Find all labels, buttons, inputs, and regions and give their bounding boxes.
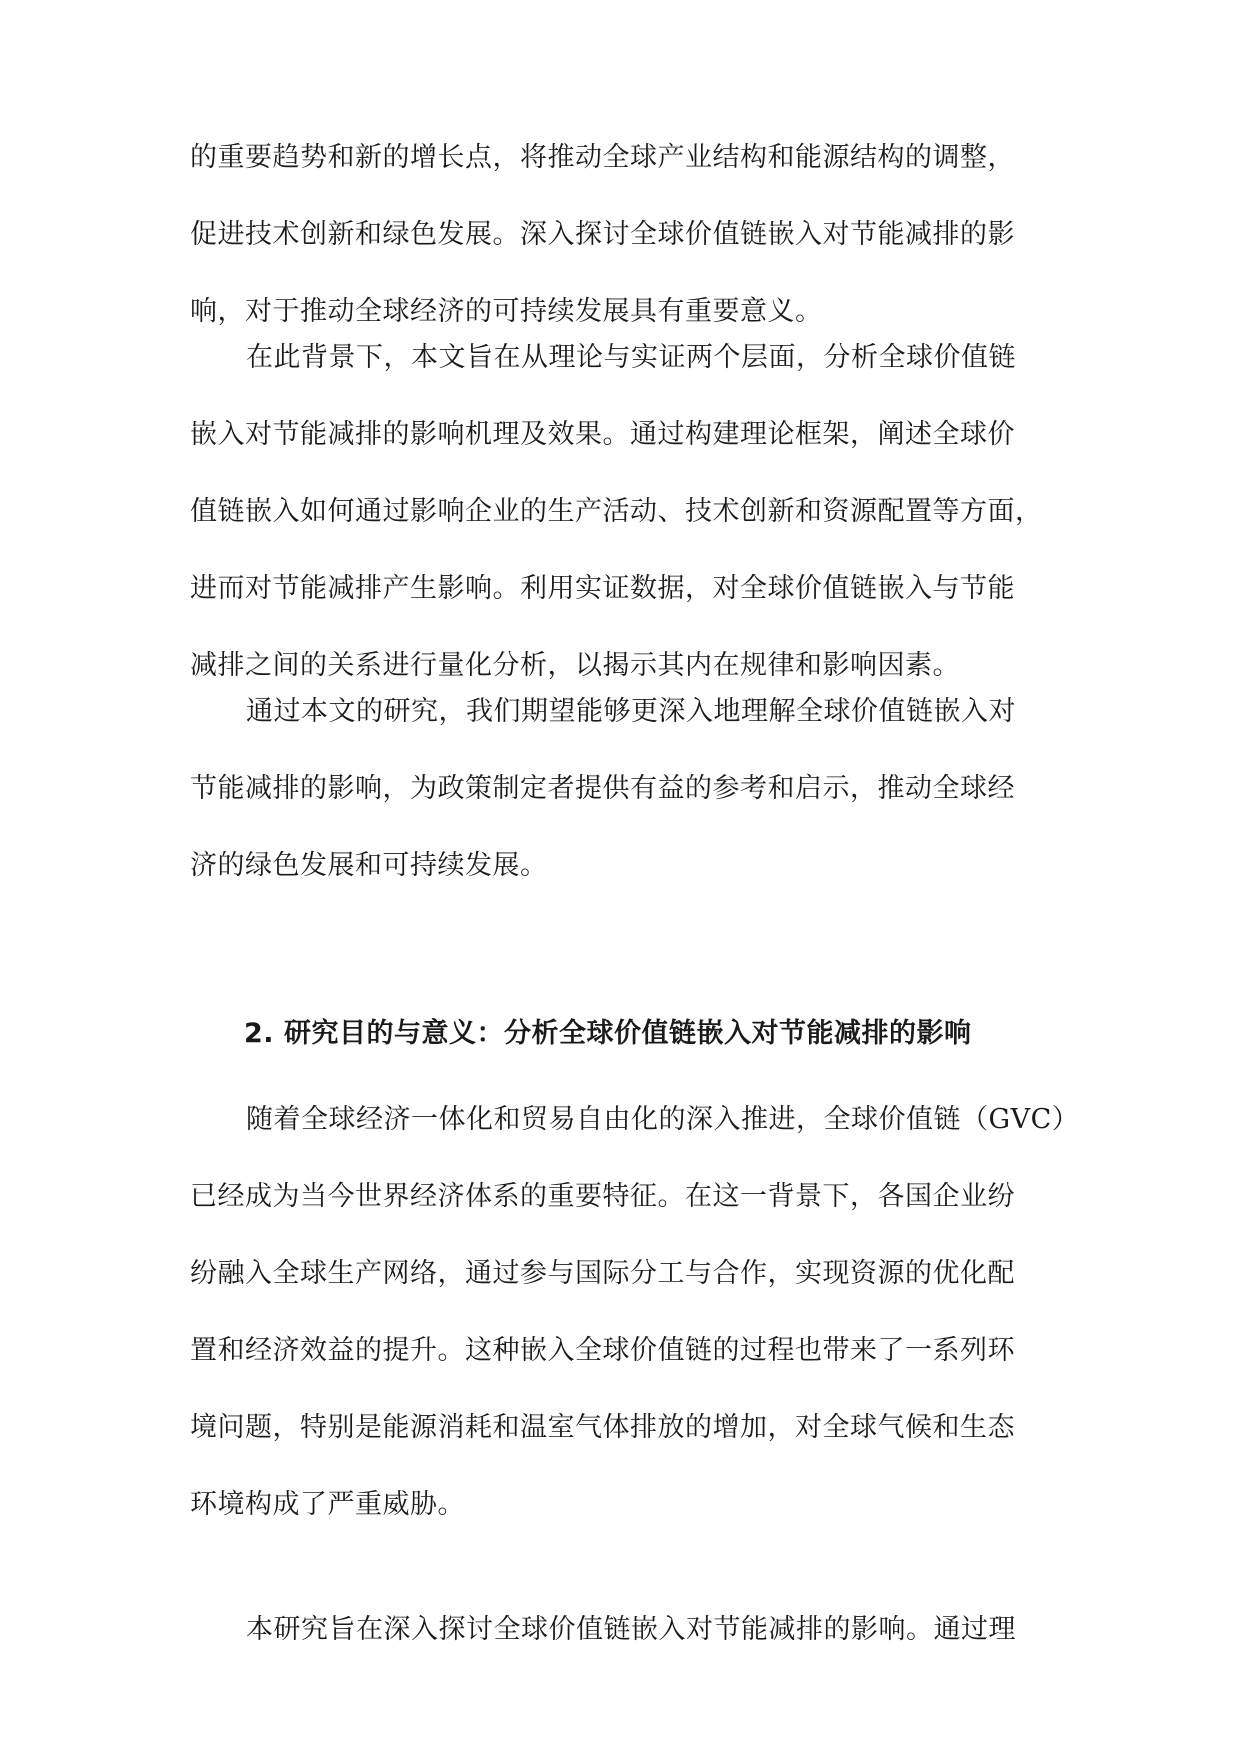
paragraph-expectation <box>190 673 1050 904</box>
text-line: 进而对节能减排产生影响。利用实证数据，对全球价值链嵌入与节能 <box>190 573 1015 604</box>
section-heading: 2. 研究目的与意义：分析全球价值链嵌入对节能减排的影响 <box>244 1018 972 1049</box>
paragraph-gvc-context <box>190 1081 1080 1543</box>
text-line: 纷融入全球生产网络，通过参与国际分工与合作，实现资源的优化配 <box>190 1258 1015 1289</box>
text-line: 节能减排的影响，为政策制定者提供有益的参考和启示，推动全球经 <box>190 773 1015 804</box>
paragraph-continuation <box>190 119 1050 350</box>
text-line: 值链嵌入如何通过影响企业的生产活动、技术创新和资源配置等方面， <box>190 496 1043 527</box>
text-line: 的重要趋势和新的增长点，将推动全球产业结构和能源结构的调整， <box>190 142 1015 173</box>
text-line: 已经成为当今世界经济体系的重要特征。在这一背景下，各国企业纷 <box>190 1181 1015 1212</box>
paragraph-study-aim <box>190 1591 1050 1668</box>
text-line: 嵌入对节能减排的影响机理及效果。通过构建理论框架，阐述全球价 <box>190 419 1015 450</box>
text-line: 环境构成了严重威胁。 <box>190 1489 465 1520</box>
text-line: 随着全球经济一体化和贸易自由化的深入推进，全球价值链（GVC） <box>246 1104 1080 1135</box>
paragraph-background <box>190 319 1050 704</box>
text-line: 本研究旨在深入探讨全球价值链嵌入对节能减排的影响。通过理 <box>246 1614 1016 1645</box>
text-line: 在此背景下，本文旨在从理论与实证两个层面，分析全球价值链 <box>246 342 1016 373</box>
text-line: 境问题，特别是能源消耗和温室气体排放的增加，对全球气候和生态 <box>190 1412 1015 1443</box>
text-line: 响，对于推动全球经济的可持续发展具有重要意义。 <box>190 296 823 327</box>
text-line: 促进技术创新和绿色发展。深入探讨全球价值链嵌入对节能减排的影 <box>190 219 1015 250</box>
text-line: 通过本文的研究，我们期望能够更深入地理解全球价值链嵌入对 <box>246 696 1016 727</box>
text-line: 减排之间的关系进行量化分析，以揭示其内在规律和影响因素。 <box>190 650 960 681</box>
text-line: 置和经济效益的提升。这种嵌入全球价值链的过程也带来了一系列环 <box>190 1335 1015 1366</box>
text-line: 济的绿色发展和可持续发展。 <box>190 850 548 881</box>
